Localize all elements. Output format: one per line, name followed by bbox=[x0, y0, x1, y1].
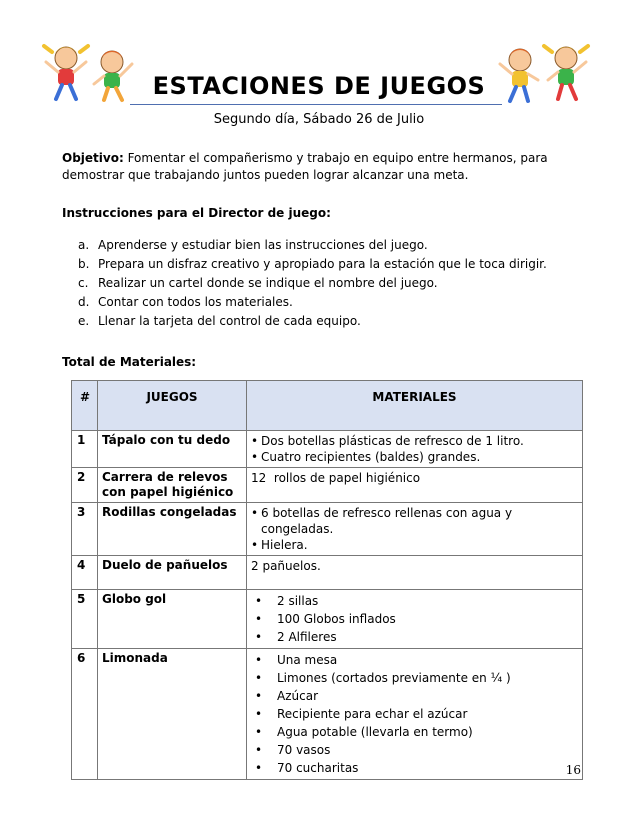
row-number: 6 bbox=[72, 649, 98, 780]
materials-cell bbox=[247, 590, 583, 649]
materials-cell: 2 pañuelos. bbox=[247, 556, 583, 590]
material-item: • 70 cucharitas bbox=[251, 759, 578, 777]
instruction-item bbox=[78, 312, 547, 331]
page-title: ESTACIONES DE JUEGOS bbox=[152, 72, 486, 100]
instruction-text: Aprenderse y estudiar bien las instrucciones del juego. bbox=[98, 238, 428, 252]
row-number: 4 bbox=[72, 556, 98, 590]
materials-cell bbox=[247, 431, 583, 468]
row-number: 2 bbox=[72, 468, 98, 503]
game-name: Tápalo con tu dedo bbox=[98, 431, 247, 468]
instruction-item bbox=[78, 274, 547, 293]
table-header-row bbox=[72, 381, 583, 431]
instruction-text: Llenar la tarjeta del control de cada equipo. bbox=[98, 314, 361, 328]
instructions-heading: Instrucciones para el Director de juego: bbox=[62, 206, 331, 220]
material-item: • Limones (cortados previamente en ¼ ) bbox=[251, 669, 578, 687]
instruction-letter: c. bbox=[78, 276, 89, 290]
materials-table bbox=[71, 380, 583, 780]
header-materials: MATERIALES bbox=[247, 381, 583, 431]
page-subtitle: Segundo día, Sábado 26 de Julio bbox=[213, 112, 425, 127]
material-item: • Recipiente para echar el azúcar bbox=[251, 705, 578, 723]
instruction-text: Contar con todos los materiales. bbox=[98, 295, 293, 309]
material-item: • Cuatro recipientes (baldes) grandes. bbox=[251, 449, 578, 465]
materials-list bbox=[251, 592, 578, 646]
row-number: 3 bbox=[72, 503, 98, 556]
material-item: • Una mesa bbox=[251, 651, 578, 669]
game-name: Globo gol bbox=[98, 590, 247, 649]
material-item: • 2 Alfileres bbox=[251, 628, 578, 646]
material-item: • 70 vasos bbox=[251, 741, 578, 759]
header-games: JUEGOS bbox=[98, 381, 247, 431]
material-item: • 6 botellas de refresco rellenas con agua y congeladas. bbox=[251, 505, 578, 537]
materials-list bbox=[251, 651, 578, 777]
materials-heading: Total de Materiales: bbox=[62, 355, 197, 369]
objective-text: Fomentar el compañerismo y trabajo en equipo entre hermanos, para demostrar que trabajando juntos pueden lograr alcanzar una meta. bbox=[62, 151, 548, 182]
material-item: • Azúcar bbox=[251, 687, 578, 705]
instruction-text: Realizar un cartel donde se indique el nombre del juego. bbox=[98, 276, 438, 290]
instruction-item bbox=[78, 255, 547, 274]
material-item: • Dos botellas plásticas de refresco de 1 litro. bbox=[251, 433, 578, 449]
materials-cell bbox=[247, 649, 583, 780]
table-row bbox=[72, 556, 583, 590]
materials-list bbox=[251, 505, 578, 553]
material-item: • Hielera. bbox=[251, 537, 578, 553]
instruction-letter: b. bbox=[78, 257, 90, 271]
header-number: # bbox=[72, 381, 98, 431]
page-number: 16 bbox=[565, 763, 581, 777]
table-row bbox=[72, 503, 583, 556]
game-name: Rodillas congeladas bbox=[98, 503, 247, 556]
row-number: 5 bbox=[72, 590, 98, 649]
instructions-list bbox=[78, 236, 547, 331]
table-row bbox=[72, 468, 583, 503]
material-item: • 100 Globos inflados bbox=[251, 610, 578, 628]
material-item: • 2 sillas bbox=[251, 592, 578, 610]
table-row bbox=[72, 590, 583, 649]
instruction-text: Prepara un disfraz creativo y apropiado para la estación que le toca dirigir. bbox=[98, 257, 547, 271]
instruction-letter: d. bbox=[78, 295, 90, 309]
objective-label: Objetivo: bbox=[62, 151, 124, 165]
row-number: 1 bbox=[72, 431, 98, 468]
game-name: Carrera de relevos con papel higiénico bbox=[98, 468, 247, 503]
game-name: Duelo de pañuelos bbox=[98, 556, 247, 590]
instruction-item bbox=[78, 236, 547, 255]
table-row bbox=[72, 649, 583, 780]
instruction-letter: a. bbox=[78, 238, 90, 252]
objective-paragraph bbox=[62, 150, 582, 184]
materials-list bbox=[251, 433, 578, 465]
instruction-item bbox=[78, 293, 547, 312]
title-divider bbox=[130, 104, 502, 105]
material-item: • Agua potable (llevarla en termo) bbox=[251, 723, 578, 741]
materials-cell bbox=[247, 503, 583, 556]
instruction-letter: e. bbox=[78, 314, 90, 328]
game-name: Limonada bbox=[98, 649, 247, 780]
table-row bbox=[72, 431, 583, 468]
materials-cell: 12 rollos de papel higiénico bbox=[247, 468, 583, 503]
